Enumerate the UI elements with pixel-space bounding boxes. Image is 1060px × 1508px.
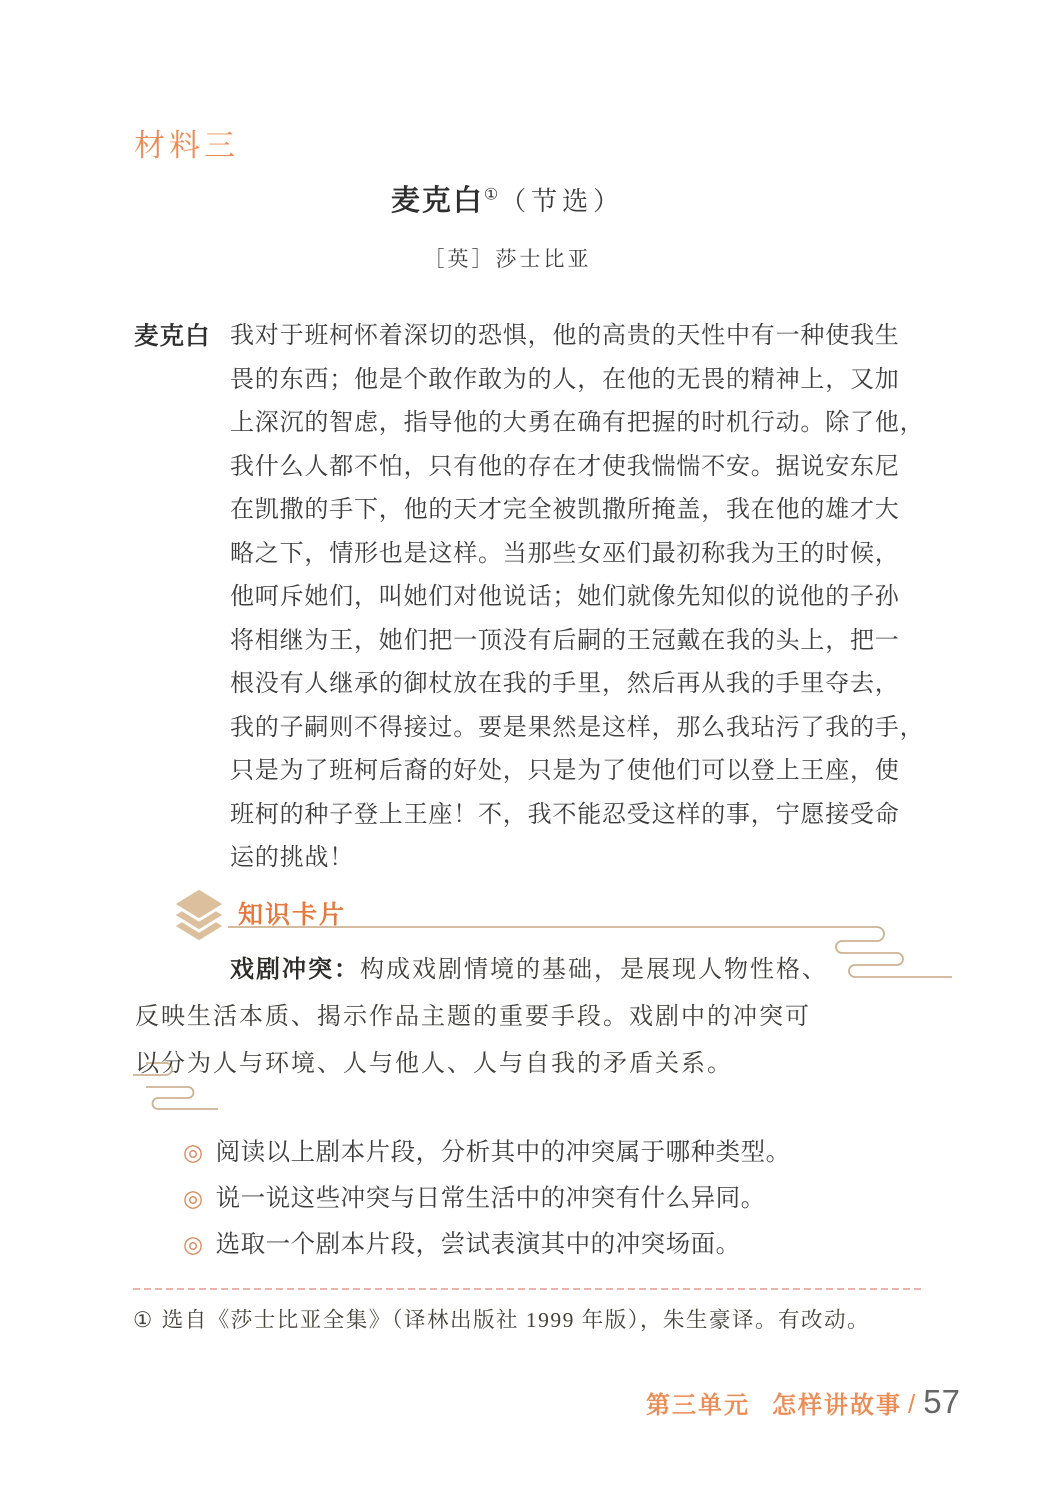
speech-line: 他呵斥她们，叫她们对他说话；她们就像先知似的说他的子孙 (230, 584, 900, 610)
footer-separator: / (908, 1389, 916, 1419)
knowledge-card-header: 知识卡片 (238, 901, 347, 929)
document-title (135, 178, 880, 219)
speech-line: 我的子嗣则不得接过。要是果然是这样，那么我玷污了我的手， (230, 714, 925, 741)
knowledge-card-text: 构成戏剧情境的基础，是展现人物性格、 (360, 957, 828, 983)
footnote-divider (133, 1288, 925, 1290)
title-footnote-ref: ① (483, 186, 501, 204)
activity-text: 说一说这些冲突与日常生活中的冲突有什么异同。 (215, 1185, 766, 1212)
bullseye-bullet-icon: ◎ (183, 1186, 204, 1211)
speech-line: 班柯的种子登上王座！不，我不能忍受这样的事，宁愿接受命 (230, 801, 900, 828)
speaker-label: 麦克白 (134, 323, 211, 350)
page-footer (646, 1383, 960, 1421)
speech-line: 我对于班柯怀着深切的恐惧，他的高贵的天性中有一种使我生 (230, 323, 900, 349)
speech-line: 将相继为王，她们把一顶没有后嗣的王冠戴在我的头上，把一 (230, 627, 900, 654)
speech-line: 只是为了班柯后裔的好处，只是为了使他们可以登上王座，使 (230, 758, 900, 784)
speech-line: 畏的东西；他是个敢作敢为的人，在他的无畏的精神上，又加 (230, 366, 900, 393)
page-number: 57 (923, 1383, 960, 1420)
activity-text: 阅读以上剧本片段，分析其中的冲突属于哪种类型。 (215, 1139, 791, 1166)
speech-line: 运的挑战！ (230, 845, 354, 871)
dialogue-block (134, 315, 924, 881)
bullseye-bullet-icon: ◎ (183, 1232, 204, 1257)
footnote (133, 1303, 870, 1334)
title-main: 麦克白 (390, 185, 484, 217)
knowledge-card-line: 以分为人与环境、人与他人、人与自我的矛盾关系。 (135, 1051, 733, 1077)
author-line: ［英］莎士比亚 (423, 247, 592, 271)
activity-item (183, 1176, 791, 1222)
speech-line: 我什么人都不怕，只有他的存在才使我惴惴不安。据说安东尼 (230, 453, 900, 480)
title-subtitle: （节选） (500, 187, 625, 216)
title-block (135, 178, 880, 273)
footer-unit: 第三单元 (646, 1392, 751, 1419)
speech-text (230, 315, 924, 881)
knowledge-card-line (135, 946, 905, 994)
knowledge-card-body (135, 946, 905, 1088)
footnote-text: 选自《莎士比亚全集》（译林出版社 1999 年版），朱生豪译。有改动。 (161, 1308, 871, 1332)
activity-list (183, 1130, 791, 1268)
speech-line: 上深沉的智虑，指导他的大勇在确有把握的时机行动。除了他， (230, 410, 925, 436)
knowledge-card-term: 戏剧冲突： (230, 956, 360, 983)
speech-line: 在凯撒的手下，他的天才完全被凯撒所掩盖，我在他的雄才大 (230, 497, 900, 523)
knowledge-card-line: 反映生活本质、揭示作品主题的重要手段。戏剧中的冲突可 (135, 1004, 811, 1030)
activity-text: 选取一个剧本片段，尝试表演其中的冲突场面。 (215, 1231, 741, 1258)
activity-item (183, 1130, 791, 1176)
footnote-marker: ① (133, 1308, 154, 1332)
activity-item (183, 1222, 791, 1268)
speech-line: 根没有人继承的御杖放在我的手里，然后再从我的手里夺去， (230, 671, 900, 697)
bullseye-bullet-icon: ◎ (183, 1140, 204, 1165)
footer-unit-title: 怎样讲故事 (772, 1392, 903, 1419)
section-label: 材料三 (134, 128, 239, 163)
speech-line: 略之下，情形也是这样。当那些女巫们最初称我为王的时候， (230, 540, 900, 567)
